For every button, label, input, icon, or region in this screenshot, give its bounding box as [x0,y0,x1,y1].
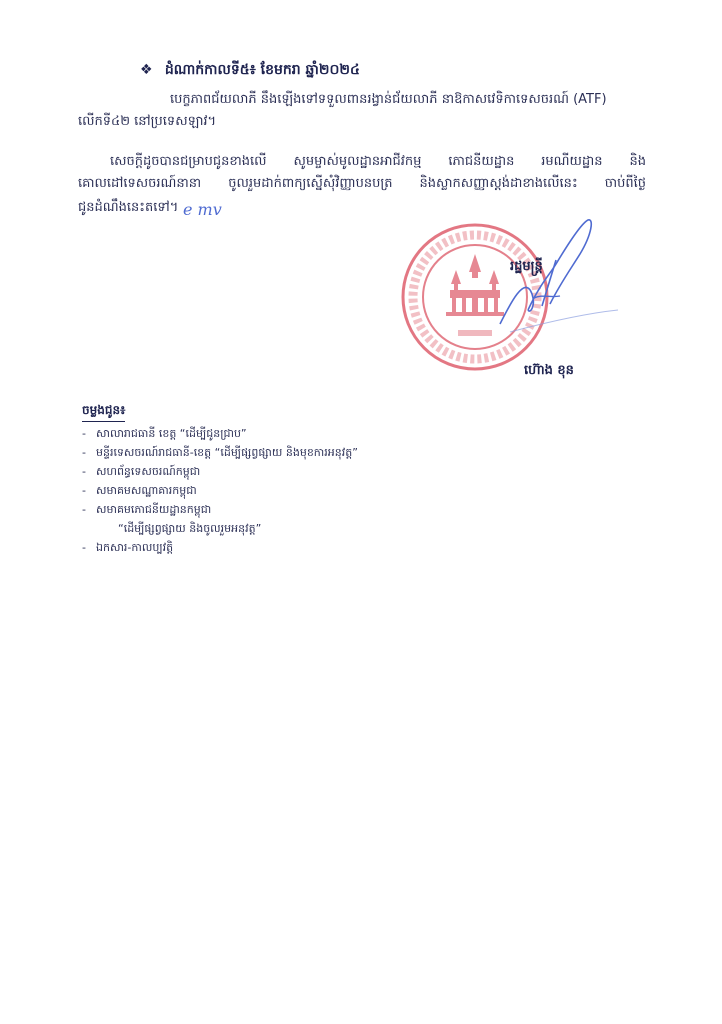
para2-word: និងស្លាកសញ្ញាស្តង់ដាខាងលើនេះ [419,176,578,191]
stage-heading-text: ដំណាក់កាលទី៥៖ ខែមករា ឆ្នាំ២០២៤ [164,62,360,78]
cc-item: - មន្ទីរទេសចរណ៍រាជធានី-ខេត្ត “ដើម្បីផ្សព្វផ្សាយ និងមុខការអនុវត្ត” [82,446,358,459]
paragraph-2-line-2 [78,174,646,194]
cc-item: - សាលារាជធានី ខេត្ត “ដើម្បីជូនជ្រាប” [82,427,247,440]
para2-word: ភោជនីយដ្ឋាន [448,154,515,169]
handwritten-signature-icon [470,214,620,334]
paragraph-3: ជូនដំណឹងនេះតទៅ។ [78,200,179,215]
stage-heading [140,60,360,81]
para2-word: រមណីយដ្ឋាន [541,154,603,169]
cc-item-text: សាលារាជធានី ខេត្ត “ដើម្បីជូនជ្រាប” [96,427,247,440]
paragraph-2-line-1 [110,152,646,172]
cc-item-text: “ដើម្បីផ្សព្វផ្សាយ និងចូលរួមអនុវត្ត” [118,522,262,535]
para2-word: និង [629,154,646,169]
cc-item-text: សមាគមសណ្ឋាគារកម្ពុជា [96,484,197,497]
signer-title: រដ្ឋមន្ត្រី [510,259,543,274]
cc-item: - សមាគមសណ្ឋាគារកម្ពុជា [82,484,197,497]
cc-item: - សមាគមភោជនីយដ្ឋានកម្ពុជា [82,503,212,516]
diamond-bullet-icon: ❖ [140,62,153,78]
para2-word: សេចក្តីដូចបានជម្រាបជូនខាងលើ [110,154,267,169]
cc-item-text: សមាគមភោជនីយដ្ឋានកម្ពុជា [96,503,212,516]
paragraph-1-line-1: បេក្ខភាពជ័យលាភី នឹងឡើងទៅទទួលពានរង្វាន់ជ័យលាភី នាឱកាសវេទិកាទេសចរណ៍ (ATF) [170,92,607,107]
cc-item-text: មន្ទីរទេសចរណ៍រាជធានី-ខេត្ត “ដើម្បីផ្សព្វផ្សាយ និងមុខការអនុវត្ត” [96,446,358,459]
para2-word: ចូលរួមដាក់ពាក្យស្នើសុំវិញ្ញាបនបត្រ [228,176,393,191]
cc-item: - សហព័ន្ធទេសចរណ៍កម្ពុជា [82,465,201,478]
cc-title: ចម្លងជូន៖ [82,402,125,422]
para2-word: ចាប់ពីថ្ងៃ [604,176,646,191]
cc-item-text: សហព័ន្ធទេសចរណ៍កម្ពុជា [96,465,201,478]
cc-list [82,424,358,557]
signer-name: ហ៊ោង ខុន [524,363,574,378]
cc-item-continuation [82,519,358,538]
para2-word: សូមម្ចាស់មូលដ្ឋានអាជីវកម្ម [293,154,422,169]
cc-item: - ឯកសារ-កាលប្បវត្តិ [82,541,174,554]
cc-item-text: ឯកសារ-កាលប្បវត្តិ [96,541,174,554]
handwritten-initials: e mv [183,200,222,219]
para2-word: គោលដៅទេសចរណ៍នានា [78,176,202,191]
paragraph-1-line-2: លើកទី៤២ នៅប្រទេសឡាវ។ [78,114,217,129]
